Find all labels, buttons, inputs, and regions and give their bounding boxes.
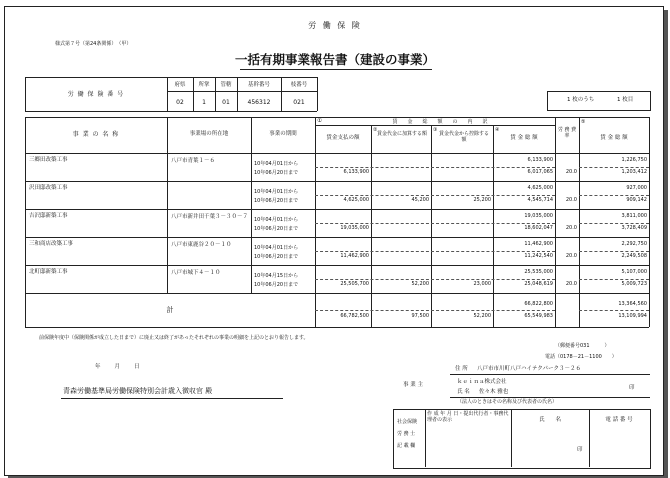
label-office: 管轄: [220, 82, 232, 88]
row-total1: 6,133,900: [527, 157, 553, 163]
row-total1: 11,462,900: [524, 241, 553, 247]
row-period-to: 10年06月20日まで: [254, 170, 299, 176]
report-note: 前保険年度中（保険関係が成立した日まで）に廃止又は終了があったそれぞれの事業の明細を上記のとおり報告します。: [39, 335, 309, 341]
total-paid: 66,782,500: [340, 313, 369, 319]
row-prem1: 3,811,000: [621, 213, 647, 219]
header-in-kind: 賃金代金に加算する額: [376, 131, 427, 137]
header-circle2: ②: [373, 127, 378, 133]
row-location: 八戸市新井田千葉３－３０－７: [171, 214, 249, 220]
address-label: 住 所: [455, 366, 468, 372]
agent-seal: 印: [577, 447, 583, 453]
row-prem2: 3,728,409: [621, 225, 647, 231]
row-location: 八戸市東鹿谷２０－１０: [171, 242, 232, 248]
row-total1: 4,625,000: [527, 185, 553, 191]
page-of-label: 1 枚のうち: [567, 97, 595, 103]
row-rate: 20.0: [565, 281, 577, 287]
row-location: 八戸市青葉１－６: [171, 158, 216, 164]
agent-row-label-2: 労 務 士: [397, 431, 416, 437]
total-label: 計: [166, 306, 174, 314]
row-period-to: 10年06月20日まで: [254, 254, 299, 260]
insurance-number-label: 労 働 保 険 番 号: [67, 91, 125, 98]
value-base-number: 456312: [247, 99, 271, 106]
label-jurisdiction: 所掌: [198, 82, 210, 88]
row-total2: 4,545,714: [527, 197, 553, 203]
report-form: [4, 6, 664, 476]
employer-label: 事 業 主: [403, 382, 423, 388]
person-label: 氏 名: [457, 389, 470, 395]
header-wage-paid: 賃金支払の額: [326, 135, 360, 141]
label-base-number: 基幹番号: [247, 82, 270, 88]
row-total2: 18,602,047: [524, 225, 553, 231]
header-circle5: ⑤: [581, 119, 586, 125]
row-prem1: 2,292,750: [621, 241, 647, 247]
row-business-name: 吉沢邸新築工事: [29, 213, 68, 219]
row-location: 八戸市城下４－１０: [171, 270, 221, 276]
row-rate: 20.0: [565, 197, 577, 203]
row-business-name: 沢田邸改築工事: [29, 185, 68, 191]
header-premium: 賃 金 総 額: [600, 135, 628, 141]
row-rate: 20.0: [565, 169, 577, 175]
total-wage-2: 65,549,983: [524, 313, 553, 319]
agent-row-label-1: 社会保険: [397, 419, 418, 425]
agent-name-col: 氏 名: [538, 417, 561, 423]
row-total1: 25,535,000: [524, 269, 553, 275]
phone: 電話（0178－21－1100 ）: [545, 354, 617, 360]
total-premium-1: 13,364,560: [618, 301, 647, 307]
form-main-title: 労 働 保 険: [308, 21, 362, 30]
header-deduct: 賃金代金から控除する額: [438, 131, 489, 143]
row-paid: 25,505,700: [340, 281, 369, 287]
value-branch-number: 021: [293, 99, 305, 106]
header-period: 事業の期間: [269, 131, 297, 137]
row-paid: 4,625,000: [343, 197, 369, 203]
row-period-from: 10年04月01日から: [254, 189, 299, 195]
form-number: 様式第７号（第24条関係） （甲）: [55, 41, 132, 47]
page-of-value: 1 枚目: [617, 97, 634, 103]
address: 八戸市市川町八戸ハイテクパーク３－２６: [477, 366, 581, 372]
row-period-from: 10年04月01日から: [254, 161, 299, 167]
row-paid: 6,133,900: [343, 169, 369, 175]
company-name: ｋｅｉｎａ株式会社: [457, 379, 507, 385]
row-period-to: 10年06月20日まで: [254, 282, 299, 288]
value-prefecture: 02: [176, 99, 184, 106]
row-total2: 6,017,065: [527, 169, 553, 175]
total-inkind: 97,500: [411, 313, 429, 319]
row-prem2: 1,203,412: [621, 169, 647, 175]
header-location: 事業場の所在地: [189, 131, 229, 137]
report-date: 年 月 日: [95, 364, 141, 370]
row-period-from: 10年04月01日から: [254, 245, 299, 251]
row-business-name: 三郷田改築工事: [29, 157, 68, 163]
row-rate: 20.0: [565, 253, 577, 259]
row-prem1: 927,000: [626, 185, 647, 191]
row-business-name: 北町邸新築工事: [29, 269, 68, 275]
row-period-from: 10年04月15日から: [254, 273, 299, 279]
row-paid: 11,462,900: [340, 253, 369, 259]
title-underline: [240, 69, 432, 70]
row-inkind: 45,200: [411, 197, 429, 203]
row-paid: 19,035,000: [340, 225, 369, 231]
header-circle1: ①: [317, 118, 322, 124]
header-circle4: ④: [495, 127, 500, 133]
corporate-note: （法人のときはその名称及び代表者の氏名）: [457, 399, 558, 405]
label-branch-number: 枝番号: [290, 82, 308, 88]
person-name: 佐々木 雅也: [479, 389, 509, 395]
form-title: 一括有期事業報告書（建設の事業）: [234, 52, 435, 67]
total-wage-1: 66,822,800: [524, 301, 553, 307]
header-wage-group: 賃 金 総 額 の 内 訳: [392, 119, 488, 125]
agent-creator-label: 作 成 年 月 日・提出代行者・事務代理者の表示: [427, 411, 509, 423]
page-of-box: [547, 91, 651, 111]
value-office: 01: [222, 99, 230, 106]
row-prem2: 5,009,723: [621, 281, 647, 287]
row-prem2: 909,142: [626, 197, 647, 203]
agent-phone-col: 電 話 番 号: [605, 417, 633, 423]
header-rate: 労 務 費 率: [557, 127, 577, 139]
row-deduct: 25,200: [473, 197, 491, 203]
addressee: 青森労働基準局労働保険特別会計歳入徴収官 殿: [63, 387, 213, 395]
employer-seal: 印: [629, 385, 635, 391]
row-total2: 11,242,540: [524, 253, 553, 259]
row-period-to: 10年06月20日まで: [254, 198, 299, 204]
row-period-to: 10年06月20日まで: [254, 226, 299, 232]
value-jurisdiction: 1: [202, 99, 206, 106]
header-business-name: 事 業 の 名 称: [72, 131, 120, 138]
total-premium-2: 13,109,994: [618, 313, 647, 319]
row-total1: 19,035,000: [524, 213, 553, 219]
row-rate: 20.0: [565, 225, 577, 231]
header-total-wage: 賃 金 総 額: [510, 135, 538, 141]
label-prefecture: 府県: [174, 82, 186, 88]
row-deduct: 23,000: [473, 281, 491, 287]
row-prem1: 5,107,000: [621, 269, 647, 275]
row-period-from: 10年04月01日から: [254, 217, 299, 223]
row-prem2: 2,249,508: [621, 253, 647, 259]
row-prem1: 1,226,750: [621, 157, 647, 163]
total-deduct: 52,200: [473, 313, 491, 319]
agent-row-label-3: 記 載 欄: [397, 443, 416, 449]
row-business-name: 三和商店改築工事: [29, 241, 74, 247]
row-total2: 25,048,619: [524, 281, 553, 287]
header-circle3: ③: [433, 127, 438, 133]
row-inkind: 52,200: [411, 281, 429, 287]
postal-code: （郵便番号031 ）: [555, 343, 610, 349]
